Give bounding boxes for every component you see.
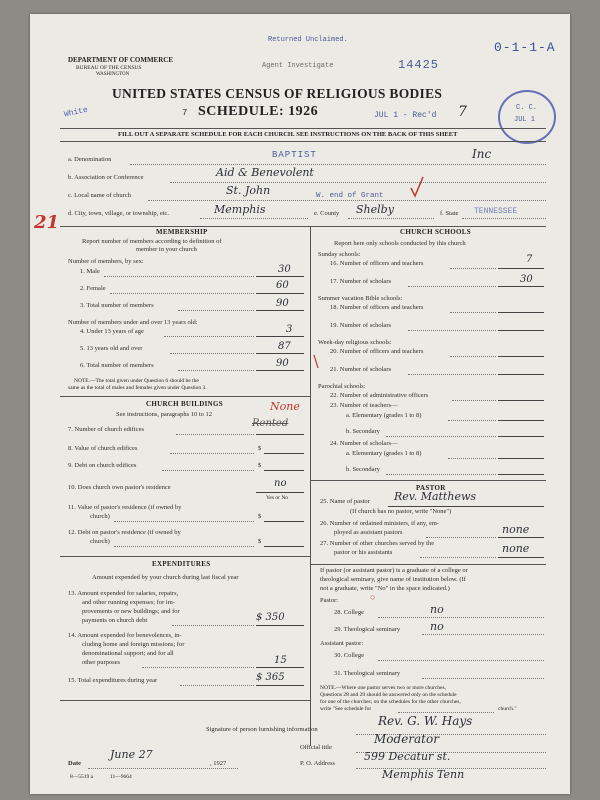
q29-label: 29. Theological seminary bbox=[334, 626, 401, 633]
fill-out-instruction: FILL OUT A SEPARATE SCHEDULE FOR EACH CHURCH. SEE INSTRUCTIONS ON THE BACK OF THIS SHEET bbox=[118, 131, 458, 138]
state-line bbox=[462, 218, 546, 219]
q23a-answer-line bbox=[498, 420, 544, 421]
q5-value: 87 bbox=[278, 341, 291, 352]
q11-label-1: 11. Value of pastor's residence (if owned by bbox=[68, 504, 182, 511]
q14-label-3: denominational support; and for all bbox=[82, 650, 174, 657]
q31-label: 31. Theological seminary bbox=[334, 670, 401, 677]
q6-leader bbox=[178, 370, 254, 371]
q25-answer-line bbox=[388, 506, 544, 507]
q14-leader bbox=[142, 667, 254, 668]
red-margin-tick bbox=[312, 354, 322, 370]
pastor-note-blank bbox=[398, 712, 494, 713]
parochial-schools-label: Parochial schools: bbox=[318, 383, 366, 390]
sunday-schools-label: Sunday schools: bbox=[318, 251, 361, 258]
q13-label-1: 13. Amount expended for salaries, repairs, bbox=[68, 590, 179, 597]
expenditures-bottom-rule bbox=[60, 700, 310, 701]
q17-answer-line bbox=[498, 286, 544, 287]
membership-title: MEMBERSHIP bbox=[156, 228, 208, 236]
q18-leader bbox=[450, 312, 496, 313]
pastor-note-5: church." bbox=[498, 706, 517, 712]
q23b-answer-line bbox=[498, 436, 544, 437]
q21-leader bbox=[408, 374, 496, 375]
q14-answer-line bbox=[256, 667, 304, 668]
q24b-leader bbox=[386, 474, 496, 475]
q13-label-3: provements or new buildings; and for bbox=[82, 608, 180, 615]
signature-label: Signature of person furnishing information bbox=[206, 726, 318, 733]
q17-leader bbox=[408, 286, 496, 287]
seven-mark-right: 7 bbox=[458, 104, 467, 120]
local-name-label: c. Local name of church bbox=[68, 192, 131, 199]
pastor-title: PASTOR bbox=[416, 484, 446, 492]
buildings-see-instructions: See instructions, paragraphs 10 to 12 bbox=[116, 411, 213, 418]
census-schedule-sheet bbox=[30, 14, 570, 794]
q7-value: Rented bbox=[252, 418, 289, 429]
county-label: e. County bbox=[314, 210, 340, 217]
q26-value: none bbox=[502, 523, 530, 536]
q14-label-2: cluding home and foreign missions; for bbox=[82, 641, 185, 648]
q7-label: 7. Number of church edifices bbox=[68, 426, 144, 433]
q14-value: 15 bbox=[274, 655, 287, 666]
po-address-label: P. O. Address bbox=[300, 760, 336, 767]
q9-leader bbox=[162, 470, 254, 471]
returned-unclaimed-stamp: Returned Unclaimed. bbox=[268, 36, 348, 44]
schools-bottom-rule bbox=[310, 480, 546, 481]
q23b-label: b. Secondary bbox=[346, 428, 380, 435]
state-label: f. State bbox=[440, 210, 459, 217]
q24a-label: a. Elementary (grades 1 to 8) bbox=[346, 450, 422, 457]
membership-note-2: same as the total of males and females given under Question 3. bbox=[68, 385, 207, 391]
pastor-subhead: Pastor: bbox=[320, 597, 339, 604]
washington-label: WASHINGTON bbox=[96, 72, 130, 77]
q29-value: no bbox=[430, 620, 444, 633]
q13-answer-line bbox=[256, 625, 304, 626]
pastor-note-3: for one of the churches; on the schedules for the other churches, bbox=[320, 699, 461, 705]
q23b-leader bbox=[386, 436, 496, 437]
q2-answer-line bbox=[256, 293, 304, 294]
q27-label-2: pastor or his assistants bbox=[334, 549, 393, 556]
denomination-value: BAPTIST bbox=[272, 150, 317, 160]
q18-answer-line bbox=[498, 312, 544, 313]
q1-value: 30 bbox=[278, 264, 291, 275]
q3-label: 3. Total number of members bbox=[80, 302, 154, 309]
official-title-label: Official title bbox=[300, 744, 332, 751]
q9-answer-line bbox=[264, 470, 304, 471]
q6-answer-line bbox=[256, 370, 304, 371]
q6-value: 90 bbox=[276, 358, 289, 369]
form-title: UNITED STATES CENSUS OF RELIGIOUS BODIES bbox=[112, 86, 443, 101]
county-value: Shelby bbox=[356, 203, 394, 216]
q12-label-1: 12. Debt on pastor's residence (if owned by bbox=[68, 529, 181, 536]
q5-label: 5. 13 years old and over bbox=[80, 345, 143, 352]
q17-label: 17. Number of scholars bbox=[330, 278, 392, 285]
q13-value: $ 350 bbox=[256, 612, 285, 623]
association-line bbox=[170, 182, 546, 183]
q23a-label: a. Elementary (grades 1 to 8) bbox=[346, 412, 422, 419]
red-check-mark bbox=[410, 176, 424, 198]
q17-value: 30 bbox=[520, 274, 533, 285]
q24a-leader bbox=[448, 458, 496, 459]
local-name-value: St. John bbox=[226, 184, 271, 197]
print-number: 11—9664 bbox=[110, 774, 132, 780]
q12-dollar: $ bbox=[258, 538, 262, 545]
q14-label-1: 14. Amount expended for benevolences, in- bbox=[68, 632, 182, 639]
graduate-intro-2: theological seminary, give name of institution below. (If bbox=[320, 576, 466, 583]
q21-answer-line bbox=[498, 374, 544, 375]
q29-line bbox=[422, 634, 544, 635]
q27-label-1: 27. Number of other churches served by the bbox=[320, 540, 435, 547]
q25-value: Rev. Matthews bbox=[394, 490, 477, 503]
q26-label-1: 26. Number of ordained ministers, if any, em- bbox=[320, 520, 440, 527]
graduate-intro-3: not a graduate, write "No" in the space indicated.) bbox=[320, 585, 450, 592]
q3-value: 90 bbox=[276, 298, 289, 309]
q4-label: 4. Under 13 years of age bbox=[80, 328, 144, 335]
q19-answer-line bbox=[498, 330, 544, 331]
q16-label: 16. Number of officers and teachers bbox=[330, 260, 424, 267]
pastor-divider bbox=[310, 564, 546, 565]
graduate-intro-1: If pastor (or assistant pastor) is a graduate of a college or bbox=[320, 567, 468, 574]
state-value: TENNESSEE bbox=[474, 207, 518, 216]
city-label: d. City, town, village, or township, etc. bbox=[68, 210, 170, 217]
q6-label: 6. Total number of members bbox=[80, 362, 154, 369]
q28-line bbox=[378, 617, 544, 618]
q16-leader bbox=[450, 268, 496, 269]
q9-label: 9. Debt on church edifices bbox=[68, 462, 137, 469]
q11-dollar: $ bbox=[258, 513, 262, 520]
city-line bbox=[200, 218, 308, 219]
county-line bbox=[348, 218, 434, 219]
q4-value: 3 bbox=[286, 324, 293, 335]
q11-answer-line bbox=[264, 521, 304, 522]
q8-answer-line bbox=[264, 453, 304, 454]
cc-stamp-line1: C. C. bbox=[516, 104, 538, 112]
q23a-leader bbox=[448, 420, 496, 421]
q12-label-2: church) bbox=[90, 538, 110, 545]
q19-label: 19. Number of scholars bbox=[330, 322, 392, 329]
race-stamp: White bbox=[63, 105, 89, 120]
q2-leader bbox=[110, 293, 254, 294]
age-intro-label: Number of members under and over 13 years old: bbox=[68, 319, 198, 326]
q10-label: 10. Does church own pastor's residence bbox=[68, 484, 171, 491]
membership-intro-2: member in your church bbox=[136, 246, 197, 253]
q13-label-2: and other running expenses; for im- bbox=[82, 599, 175, 606]
pastor-note-2: Questions 28 and 29 should be answered only on the schedule bbox=[320, 692, 457, 698]
weekday-schools-label: Week-day religious schools: bbox=[318, 339, 392, 346]
q25-label: 25. Name of pastor bbox=[320, 498, 370, 505]
department-label: DEPARTMENT OF COMMERCE bbox=[68, 56, 174, 64]
q10-yes-no-hint: Yes or No bbox=[266, 495, 289, 501]
association-label: b. Association or Conference bbox=[68, 174, 144, 181]
instruction-divider bbox=[60, 141, 546, 142]
q15-leader bbox=[180, 685, 254, 686]
q1-label: 1. Male bbox=[80, 268, 100, 275]
q15-answer-line bbox=[256, 685, 304, 686]
q2-label: 2. Female bbox=[80, 285, 106, 292]
q24b-label: b. Secondary bbox=[346, 466, 380, 473]
q27-value: none bbox=[502, 542, 530, 555]
red-side-mark: 21 bbox=[34, 212, 60, 233]
local-name-line bbox=[148, 200, 546, 201]
q5-answer-line bbox=[256, 353, 304, 354]
buildings-title: CHURCH BUILDINGS bbox=[146, 400, 223, 408]
q1-answer-line bbox=[256, 276, 304, 277]
form-number: 8—5519 a bbox=[70, 774, 94, 780]
q4-leader bbox=[164, 336, 254, 337]
date-year: , 1927 bbox=[210, 760, 227, 767]
file-code-stamp: 0-1-1-A bbox=[494, 40, 556, 55]
q5-leader bbox=[170, 353, 254, 354]
q10-answer-line bbox=[256, 492, 304, 493]
q7-answer-line bbox=[256, 434, 304, 435]
association-value: Aid & Benevolent bbox=[216, 166, 314, 179]
expenditures-intro: Amount expended by your church during last fiscal year bbox=[92, 574, 239, 581]
q30-label: 30. College bbox=[334, 652, 364, 659]
q22-label: 22. Number of administrative officers bbox=[330, 392, 429, 399]
q27-leader bbox=[420, 557, 496, 558]
membership-bottom-rule bbox=[60, 396, 310, 397]
cc-received-stamp bbox=[498, 90, 556, 144]
q20-label: 20. Number of officers and teachers bbox=[330, 348, 424, 355]
q24-label: 24. Number of scholars— bbox=[330, 440, 398, 447]
q16-answer-line bbox=[498, 268, 544, 269]
date-label: Date bbox=[68, 760, 81, 767]
q2-value: 60 bbox=[276, 280, 289, 291]
column-divider bbox=[310, 226, 311, 746]
vacation-schools-label: Summer vacation Bible schools: bbox=[318, 295, 403, 302]
q20-answer-line bbox=[498, 356, 544, 357]
q12-answer-line bbox=[264, 546, 304, 547]
q27-answer-line bbox=[498, 557, 544, 558]
q15-value: $ 365 bbox=[256, 672, 285, 683]
q3-leader bbox=[178, 310, 254, 311]
q26-leader bbox=[426, 537, 496, 538]
agent-investigate-stamp: Agent Investigate bbox=[262, 62, 334, 70]
q30-line bbox=[378, 660, 544, 661]
q14-label-4: other purposes bbox=[82, 659, 121, 666]
received-stamp: JUL 1 - Rec'd bbox=[374, 111, 437, 120]
q23-label: 23. Number of teachers— bbox=[330, 402, 398, 409]
cc-stamp-line2: JUL 1 bbox=[514, 116, 536, 124]
q8-dollar: $ bbox=[258, 445, 262, 452]
schools-intro: Report here only schools conducted by this church bbox=[334, 240, 466, 247]
local-name-note: W. end of Grant bbox=[316, 192, 384, 200]
q15-label: 15. Total expenditures during year bbox=[68, 677, 158, 684]
q24a-answer-line bbox=[498, 458, 544, 459]
denomination-extra: Inc bbox=[472, 147, 492, 161]
q8-label: 8. Value of church edifices bbox=[68, 445, 138, 452]
q22-answer-line bbox=[498, 400, 544, 401]
header-divider bbox=[60, 128, 546, 129]
q19-leader bbox=[408, 330, 496, 331]
q13-leader bbox=[172, 625, 254, 626]
q20-leader bbox=[450, 356, 496, 357]
buildings-none-answer: None bbox=[270, 400, 300, 413]
city-value: Memphis bbox=[214, 203, 266, 216]
pastor-note-1: NOTE.—Where one pastor serves two or more churches, bbox=[320, 685, 446, 691]
q22-leader bbox=[452, 400, 496, 401]
expenditures-title: EXPENDITURES bbox=[152, 560, 211, 568]
bureau-label: BUREAU OF THE CENSUS bbox=[76, 65, 142, 71]
buildings-bottom-rule bbox=[60, 556, 310, 557]
q24b-answer-line bbox=[498, 474, 544, 475]
members-by-sex-label: Number of members, by sex: bbox=[68, 258, 144, 265]
schedule-year: SCHEDULE: 1926 bbox=[198, 104, 319, 119]
po-address-value-2: Memphis Tenn bbox=[382, 768, 465, 781]
q11-label-2: church) bbox=[90, 513, 110, 520]
q1-leader bbox=[104, 276, 254, 277]
membership-intro-1: Report number of members according to definition of bbox=[82, 238, 222, 245]
q3-answer-line bbox=[256, 310, 304, 311]
q4-answer-line bbox=[256, 336, 304, 337]
q28-label: 28. College bbox=[334, 609, 364, 616]
q18-label: 18. Number of officers and teachers bbox=[330, 304, 424, 311]
q11-leader bbox=[114, 521, 254, 522]
denomination-line bbox=[130, 164, 546, 165]
q31-line bbox=[422, 678, 544, 679]
q28-value: no bbox=[430, 603, 444, 616]
date-value: June 27 bbox=[110, 748, 153, 761]
grid-top-rule bbox=[60, 226, 546, 227]
q12-leader bbox=[114, 546, 254, 547]
q13-label-4: payments on church debt bbox=[82, 617, 148, 624]
q21-label: 21. Number of scholars bbox=[330, 366, 392, 373]
q26-answer-line bbox=[498, 537, 544, 538]
schools-title: CHURCH SCHOOLS bbox=[400, 228, 471, 236]
official-title-value: Moderator bbox=[374, 732, 439, 746]
q7-leader bbox=[176, 434, 254, 435]
red-circle-mark: ○ bbox=[370, 592, 376, 602]
q10-value: no bbox=[274, 478, 287, 489]
pastor-note-4: write "See schedule for bbox=[320, 706, 372, 712]
q8-leader bbox=[170, 453, 254, 454]
q26-label-2: ployed as assistant pastors bbox=[334, 529, 403, 536]
date-line bbox=[88, 768, 238, 769]
denomination-label: a. Denomination bbox=[68, 156, 112, 163]
po-address-value-1: 599 Decatur st. bbox=[364, 750, 451, 763]
q9-dollar: $ bbox=[258, 462, 262, 469]
signature-value: Rev. G. W. Hays bbox=[378, 714, 473, 728]
seven-mark-left: 7 bbox=[182, 108, 188, 118]
schedule-number-stamp: 14425 bbox=[398, 58, 440, 72]
q16-value: 7 bbox=[526, 254, 533, 265]
assistant-pastor-subhead: Assistant pastor: bbox=[320, 640, 364, 647]
q25-note: (If church has no pastor, write "None") bbox=[350, 508, 452, 515]
membership-note-1: NOTE.—The total given under Question 6 should be the bbox=[74, 378, 199, 384]
